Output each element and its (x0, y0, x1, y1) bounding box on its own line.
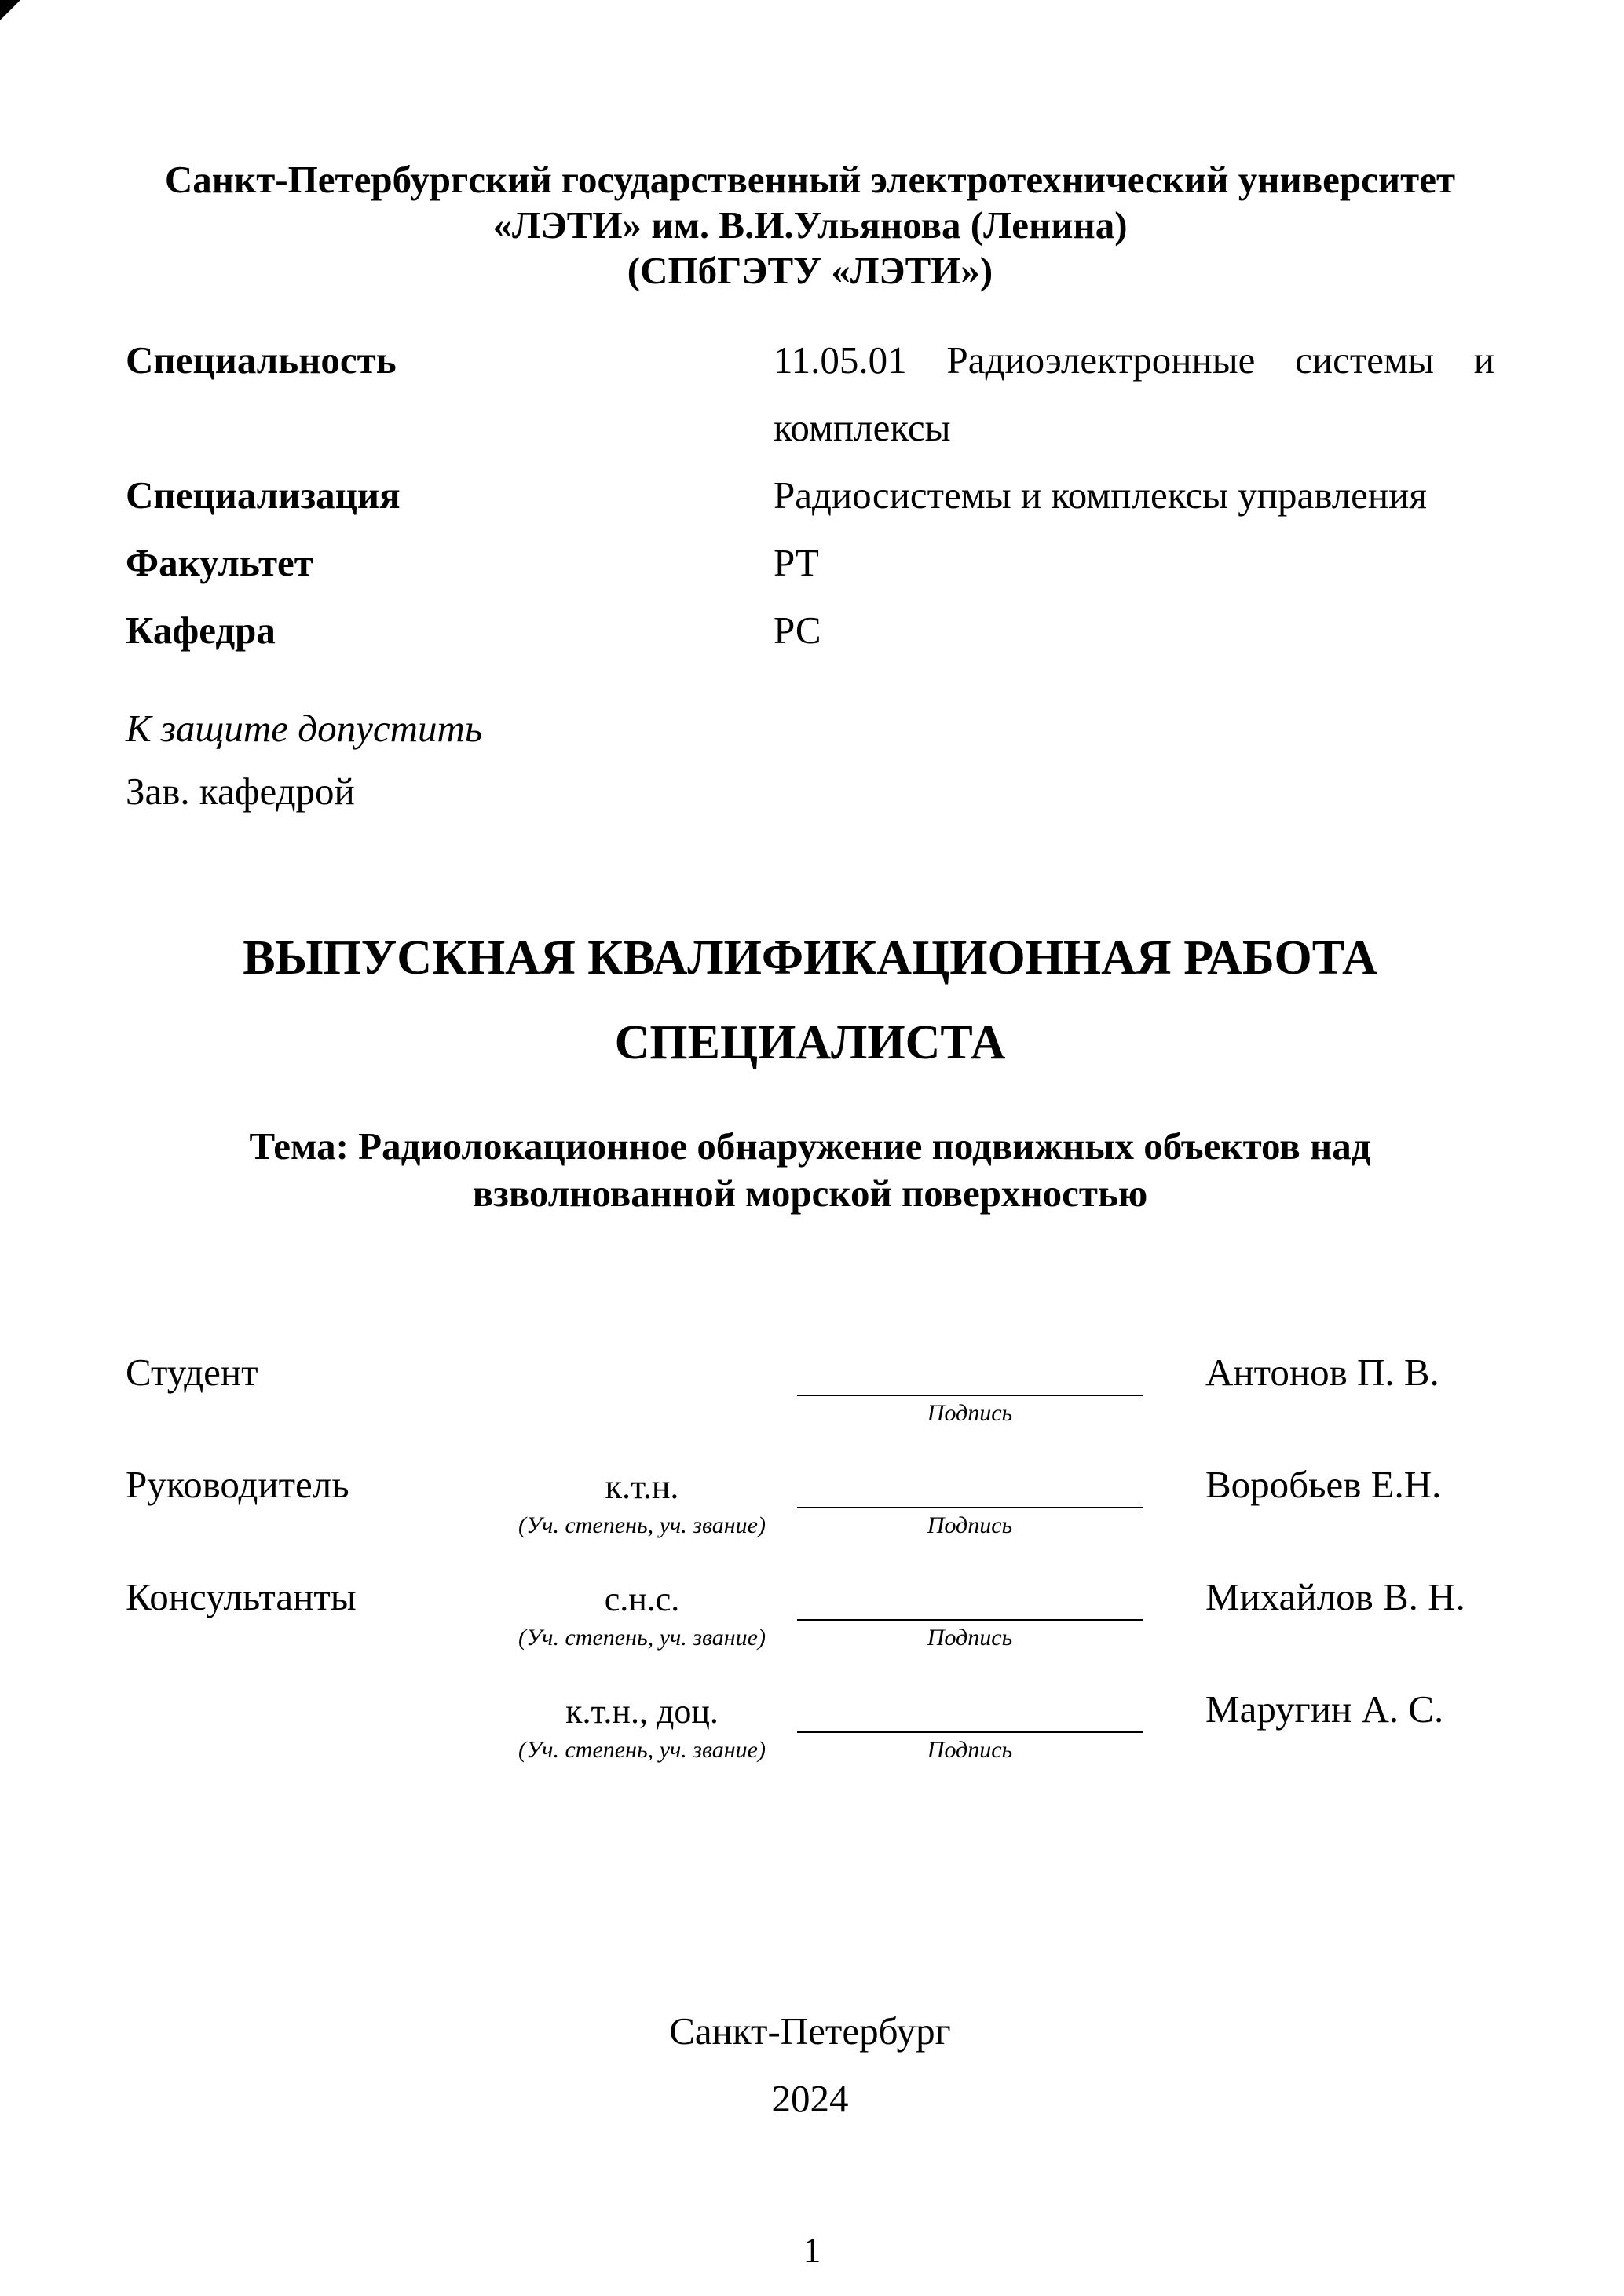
signature-role-column (126, 1574, 487, 1659)
signature-role: Консультанты (126, 1575, 357, 1618)
footer-city: Санкт-Петербург (669, 2009, 951, 2053)
signature-name-hint-empty (1205, 1395, 1494, 1433)
signature-degree-column (487, 1686, 797, 1771)
thesis-topic (214, 1123, 1407, 1217)
signature-row-consultant-1 (126, 1574, 1494, 1659)
approval-head-line: Зав. кафедрой (126, 770, 355, 813)
page-number: 1 (803, 2231, 821, 2270)
signature-degree (487, 1349, 797, 1396)
signature-line-column (797, 1686, 1143, 1771)
signature-row-supervisor (126, 1461, 1494, 1547)
signature-line-hint: Подпись (927, 1512, 1013, 1538)
spec-value: Радиосистемы и комплексы управления (774, 473, 1427, 517)
signature-section (126, 1349, 1494, 1771)
signature-degree-hint: (Уч. степень, уч. звание) (518, 1512, 766, 1538)
signature-degree-column (487, 1461, 797, 1547)
signature-role-column (126, 1686, 487, 1771)
signature-spacer (1143, 1461, 1205, 1547)
university-header (126, 157, 1494, 294)
signature-line-hint: Подпись (927, 1737, 1013, 1763)
spec-row-specialization (126, 462, 1494, 529)
signature-role-hint-empty (126, 1507, 487, 1545)
university-eponym-line: «ЛЭТИ» им. В.И.Ульянова (Ленина) (492, 203, 1128, 247)
thesis-title-line1: ВЫПУСКНАЯ КВАЛИФИКАЦИОННАЯ РАБОТА (243, 931, 1377, 985)
signature-name: Маругин А. С. (1205, 1687, 1444, 1731)
signature-degree-column (487, 1349, 797, 1435)
signature-degree-hint: (Уч. степень, уч. звание) (518, 1737, 766, 1763)
signature-line-column (797, 1574, 1143, 1659)
signature-degree: к.т.н. (605, 1468, 679, 1506)
spec-value: РТ (774, 541, 819, 584)
signature-spacer (1143, 1349, 1205, 1435)
signature-row-student (126, 1349, 1494, 1435)
university-abbrev-line: (СПбГЭТУ «ЛЭТИ») (627, 249, 993, 292)
approval-admit-line: К защите допустить (126, 707, 483, 750)
spec-label: Факультет (126, 541, 313, 584)
signature-name-column (1205, 1574, 1494, 1659)
signature-role-column (126, 1461, 487, 1547)
signature-line (797, 1461, 1143, 1508)
signature-line (797, 1686, 1143, 1733)
signature-role-column (126, 1349, 487, 1435)
signature-name-hint-empty (1205, 1731, 1494, 1770)
footer-block (126, 1998, 1494, 2133)
topic-text: Радиолокационное обнаружение подвижных объектов над взволнованной морской поверхностью (358, 1124, 1371, 1215)
signature-role-hint-empty (126, 1619, 487, 1658)
thesis-title-line2: СПЕЦИАЛИСТА (614, 1016, 1006, 1069)
signature-row-consultant-2 (126, 1686, 1494, 1771)
signature-degree-column (487, 1574, 797, 1659)
signature-line-hint: Подпись (927, 1625, 1013, 1651)
signature-name: Воробьев Е.Н. (1205, 1463, 1442, 1506)
signature-name: Антонов П. В. (1205, 1351, 1439, 1394)
signature-name: Михайлов В. Н. (1205, 1575, 1465, 1618)
footer-year: 2024 (771, 2077, 849, 2120)
signature-name-column (1205, 1686, 1494, 1771)
signature-spacer (1143, 1574, 1205, 1659)
signature-line (797, 1574, 1143, 1621)
spec-label: Специализация (126, 473, 401, 517)
speciality-table (126, 327, 1494, 664)
signature-role (126, 1686, 487, 1731)
signature-role-hint-empty (126, 1395, 487, 1433)
spec-value: 11.05.01 Радиоэлектронные системы и комплексы (774, 338, 1494, 449)
signature-line-column (797, 1349, 1143, 1435)
signature-line (797, 1349, 1143, 1396)
signature-degree: к.т.н., доц. (565, 1692, 719, 1731)
topic-label: Тема: (249, 1124, 349, 1168)
signature-name-column (1205, 1349, 1494, 1435)
signature-name-hint-empty (1205, 1507, 1494, 1545)
thesis-title (126, 916, 1494, 1085)
spec-value: РС (774, 609, 821, 652)
university-name-line: Санкт-Петербургский государственный электротехнический университет (164, 158, 1456, 201)
signature-role: Студент (126, 1351, 258, 1394)
signature-role-hint-empty (126, 1731, 487, 1770)
spec-label: Кафедра (126, 609, 276, 652)
signature-degree-hint-empty (487, 1396, 797, 1435)
spec-row-speciality (126, 327, 1494, 462)
signature-name-hint-empty (1205, 1619, 1494, 1658)
signature-name-column (1205, 1461, 1494, 1547)
signature-line-hint: Подпись (927, 1400, 1013, 1426)
spec-row-department (126, 597, 1494, 664)
spec-row-faculty (126, 529, 1494, 597)
signature-line-column (797, 1461, 1143, 1547)
signature-degree: с.н.с. (604, 1580, 680, 1618)
signature-spacer (1143, 1686, 1205, 1771)
signature-degree-hint: (Уч. степень, уч. звание) (518, 1625, 766, 1651)
spec-label: Специальность (126, 338, 397, 382)
approval-block (126, 697, 1494, 823)
signature-role: Руководитель (126, 1463, 349, 1506)
